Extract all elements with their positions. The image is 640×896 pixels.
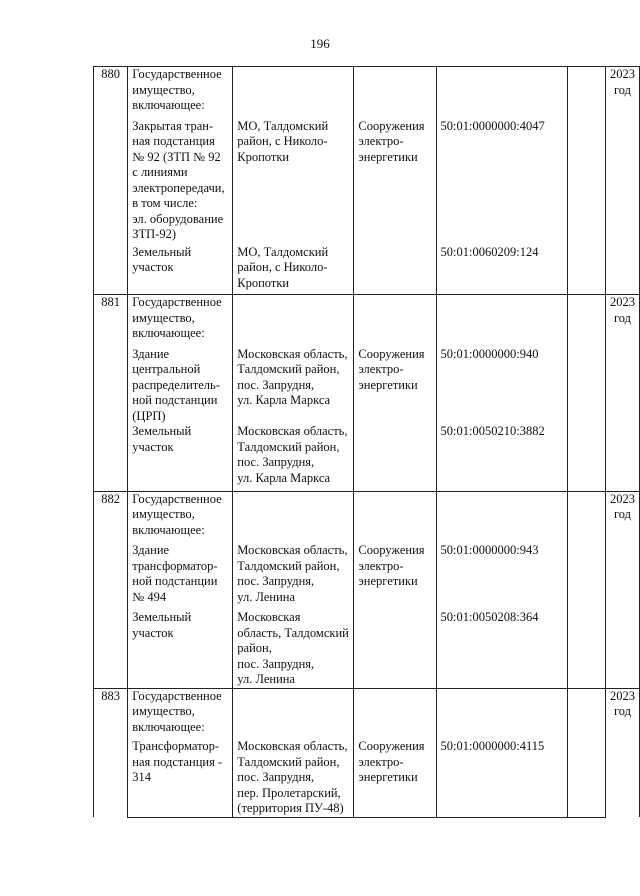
registry-item-row [94, 347, 640, 425]
type-cell-empty [354, 491, 436, 543]
registry-item-row [94, 424, 640, 491]
extra-cell-empty [567, 295, 605, 347]
property-group-title: Государственное имущество, включающее: [128, 688, 233, 739]
object-name: Трансформатор- ная подстанция - 314 [128, 739, 233, 817]
transfer-year: 2023 год [605, 67, 639, 295]
object-type: Сооружения электро- энергетики [354, 347, 436, 425]
registry-group-row [94, 295, 640, 347]
object-name: Здание трансформатор- ной подстанции № 494 [128, 543, 233, 610]
object-type [354, 424, 436, 491]
transfer-year: 2023 год [605, 688, 639, 817]
registry-group-row [94, 491, 640, 543]
object-address: МО, Талдомский район, с Николо- Кропотки [233, 245, 354, 295]
extra-cell-empty [567, 67, 605, 119]
cadastral-number: 50:01:0000000:4115 [436, 739, 567, 817]
extra-cell-empty [567, 491, 605, 543]
cadastral-number: 50:01:0050208:364 [436, 610, 567, 688]
extra-cell-empty [567, 543, 605, 610]
object-address: МО, Талдомский район, с Николо- Кропотки [233, 119, 354, 245]
object-address: Московская область, Талдомский район, пос. Запрудня, ул. Ленина [233, 610, 354, 688]
extra-cell-empty [567, 688, 605, 739]
object-name: Земельный участок [128, 610, 233, 688]
extra-cell-empty [567, 347, 605, 425]
cadastral-number: 50:01:0000000:943 [436, 543, 567, 610]
entry-number: 883 [94, 688, 128, 817]
object-address: Московская область, Талдомский район, пос. Запрудня, ул. Карла Маркса [233, 347, 354, 425]
property-group-title: Государственное имущество, включающее: [128, 295, 233, 347]
object-type: Сооружения электро- энергетики [354, 739, 436, 817]
transfer-year: 2023 год [605, 491, 639, 688]
type-cell-empty [354, 688, 436, 739]
transfer-year: 2023 год [605, 295, 639, 492]
object-name: Закрытая тран- ная подстанция № 92 (ЗТП № 92 с линиями электропередачи, в том числе: эл. оборудование ЗТП-92) [128, 119, 233, 245]
address-cell-empty [233, 688, 354, 739]
property-group-title: Государственное имущество, включающее: [128, 491, 233, 543]
cadastral-cell-empty [436, 295, 567, 347]
cadastral-number: 50:01:0060209:124 [436, 245, 567, 295]
object-type [354, 610, 436, 688]
entry-number: 880 [94, 67, 128, 295]
extra-cell-empty [567, 610, 605, 688]
registry-item-row [94, 610, 640, 688]
type-cell-empty [354, 67, 436, 119]
property-registry-table [93, 66, 640, 818]
object-type: Сооружения электро- энергетики [354, 119, 436, 245]
object-address: Московская область, Талдомский район, пос. Запрудня, ул. Ленина [233, 543, 354, 610]
type-cell-empty [354, 295, 436, 347]
address-cell-empty [233, 67, 354, 119]
extra-cell-empty [567, 245, 605, 295]
cadastral-cell-empty [436, 491, 567, 543]
cadastral-cell-empty [436, 688, 567, 739]
entry-number: 882 [94, 491, 128, 688]
cadastral-number: 50:01:0050210:3882 [436, 424, 567, 491]
object-type: Сооружения электро- энергетики [354, 543, 436, 610]
registry-item-row [94, 543, 640, 610]
extra-cell-empty [567, 119, 605, 245]
entry-number: 881 [94, 295, 128, 492]
object-address: Московская область, Талдомский район, пос. Запрудня, ул. Карла Маркса [233, 424, 354, 491]
object-type [354, 245, 436, 295]
registry-item-row [94, 119, 640, 245]
registry-group-row [94, 67, 640, 119]
property-group-title: Государственное имущество, включающее: [128, 67, 233, 119]
cadastral-number: 50:01:0000000:940 [436, 347, 567, 425]
extra-cell-empty [567, 424, 605, 491]
extra-cell-empty [567, 739, 605, 817]
cadastral-number: 50:01:0000000:4047 [436, 119, 567, 245]
registry-group-row [94, 688, 640, 739]
object-name: Здание центральной распределитель- ной подстанции (ЦРП) [128, 347, 233, 425]
page-number: 196 [310, 36, 330, 51]
cadastral-cell-empty [436, 67, 567, 119]
object-name: Земельный участок [128, 245, 233, 295]
object-address: Московская область, Талдомский район, пос. Запрудня, пер. Пролетарский, (территория ПУ-48) [233, 739, 354, 817]
address-cell-empty [233, 295, 354, 347]
registry-item-row [94, 245, 640, 295]
registry-item-row [94, 739, 640, 817]
address-cell-empty [233, 491, 354, 543]
object-name: Земельный участок [128, 424, 233, 491]
